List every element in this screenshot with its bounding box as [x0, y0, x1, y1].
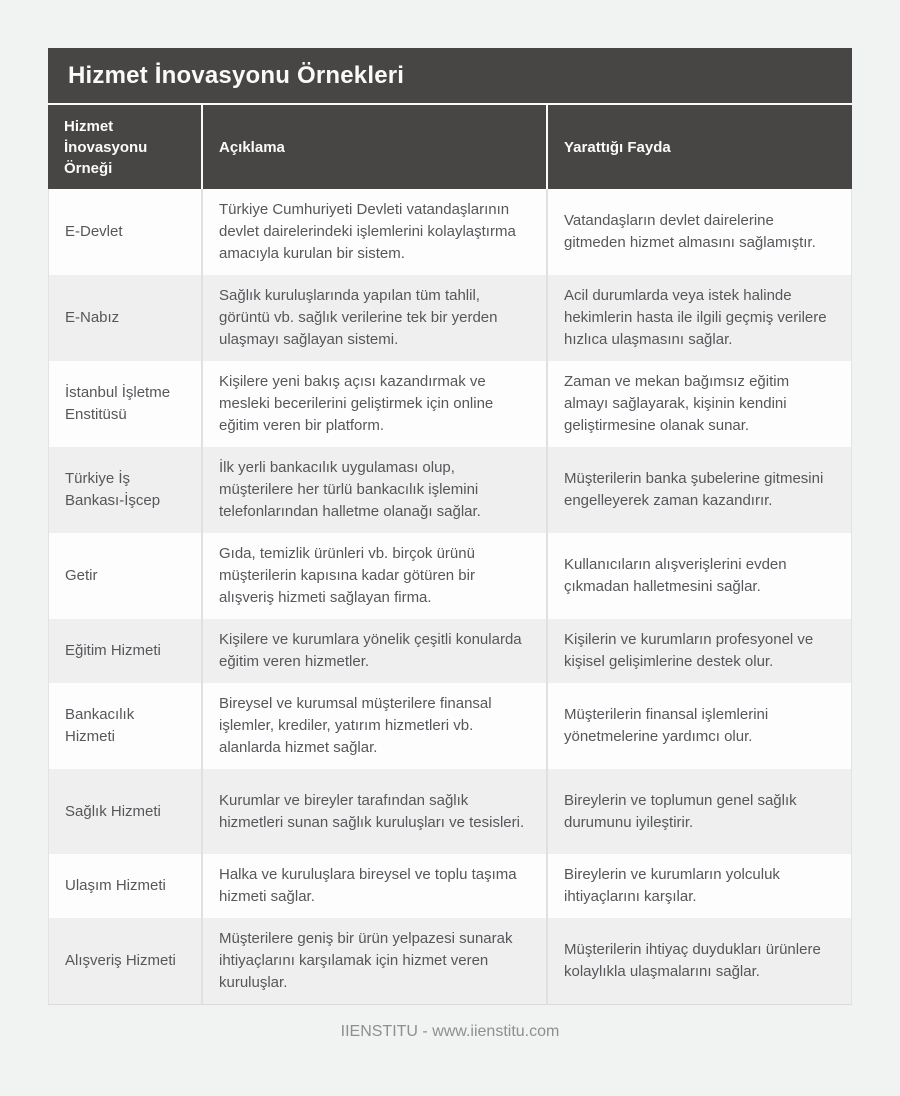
table-row [48, 361, 852, 447]
table-row [48, 533, 852, 619]
cell-description: İlk yerli bankacılık uygulaması olup, müşterilere her türlü bankacılık işlemini telefonlarından halletme olanağı sağlar. [201, 447, 546, 533]
table-row [48, 275, 852, 361]
column-header-example: Hizmet İnovasyonu Örneği [48, 105, 201, 189]
cell-description: Kişilere ve kurumlara yönelik çeşitli konularda eğitim veren hizmetler. [201, 619, 546, 683]
cell-benefit: Müşterilerin banka şubelerine gitmesini engelleyerek zaman kazandırır. [546, 447, 852, 533]
cell-example: Türkiye İş Bankası-İşcep [48, 447, 201, 533]
cell-example: Eğitim Hizmeti [48, 619, 201, 683]
table-row [48, 683, 852, 769]
table-row [48, 854, 852, 918]
footer-credit: IIENSTITU - www.iienstitu.com [340, 1023, 560, 1040]
cell-benefit: Kişilerin ve kurumların profesyonel ve kişisel gelişimlerine destek olur. [546, 619, 852, 683]
cell-description: Sağlık kuruluşlarında yapılan tüm tahlil, görüntü vb. sağlık verilerine tek bir yerden ulaşmayı sağlayan sistemi. [201, 275, 546, 361]
table-header [48, 105, 852, 189]
table-row [48, 619, 852, 683]
cell-example: İstanbul İşletme Enstitüsü [48, 361, 201, 447]
cell-example: E-Devlet [48, 189, 201, 275]
header-row [48, 105, 852, 189]
cell-benefit: Acil durumlarda veya istek halinde hekimlerin hasta ile ilgili geçmiş verilere hızlıca ulaşmasını sağlar. [546, 275, 852, 361]
table-row [48, 447, 852, 533]
service-innovation-table [48, 105, 852, 1005]
cell-description: Kişilere yeni bakış açısı kazandırmak ve mesleki becerilerini geliştirmek için online eğitim veren bir platform. [201, 361, 546, 447]
table-row [48, 189, 852, 275]
cell-description: Müşterilere geniş bir ürün yelpazesi sunarak ihtiyaçlarını karşılamak için hizmet veren kuruluşlar. [201, 918, 546, 1005]
cell-description: Kurumlar ve bireyler tarafından sağlık hizmetleri sunan sağlık kuruluşları ve tesisleri. [201, 769, 546, 854]
cell-example: E-Nabız [48, 275, 201, 361]
cell-benefit: Zaman ve mekan bağımsız eğitim almayı sağlayarak, kişinin kendini geliştirmesine olanak sunar. [546, 361, 852, 447]
cell-example: Getir [48, 533, 201, 619]
table-row [48, 918, 852, 1005]
cell-benefit: Bireylerin ve toplumun genel sağlık durumunu iyileştirir. [546, 769, 852, 854]
cell-example: Sağlık Hizmeti [48, 769, 201, 854]
table-row [48, 769, 852, 854]
cell-benefit: Müşterilerin ihtiyaç duydukları ürünlere kolaylıkla ulaşmalarını sağlar. [546, 918, 852, 1005]
column-header-benefit: Yarattığı Fayda [546, 105, 852, 189]
cell-description: Bireysel ve kurumsal müşterilere finansal işlemler, krediler, yatırım hizmetleri vb. alanlarda hizmet sağlar. [201, 683, 546, 769]
cell-benefit: Müşterilerin finansal işlemlerini yönetmelerine yardımcı olur. [546, 683, 852, 769]
cell-example: Alışveriş Hizmeti [48, 918, 201, 1005]
table-title-bar [48, 48, 852, 105]
cell-benefit: Bireylerin ve kurumların yolculuk ihtiyaçlarını karşılar. [546, 854, 852, 918]
page-title: Hizmet İnovasyonu Örnekleri [68, 61, 405, 89]
table-body [48, 189, 852, 1005]
column-header-description: Açıklama [201, 105, 546, 189]
cell-description: Gıda, temizlik ürünleri vb. birçok ürünü müşterilerin kapısına kadar götüren bir alışveriş hizmeti sağlayan firma. [201, 533, 546, 619]
cell-description: Türkiye Cumhuriyeti Devleti vatandaşlarının devlet dairelerindeki işlemlerini kolaylaştırma amacıyla kurulan bir sistem. [201, 189, 546, 275]
cell-example: Ulaşım Hizmeti [48, 854, 201, 918]
cell-description: Halka ve kuruluşlara bireysel ve toplu taşıma hizmeti sağlar. [201, 854, 546, 918]
cell-benefit: Vatandaşların devlet dairelerine gitmeden hizmet almasını sağlamıştır. [546, 189, 852, 275]
cell-example: Bankacılık Hizmeti [48, 683, 201, 769]
cell-benefit: Kullanıcıların alışverişlerini evden çıkmadan halletmesini sağlar. [546, 533, 852, 619]
service-innovation-table-card [48, 48, 852, 1005]
